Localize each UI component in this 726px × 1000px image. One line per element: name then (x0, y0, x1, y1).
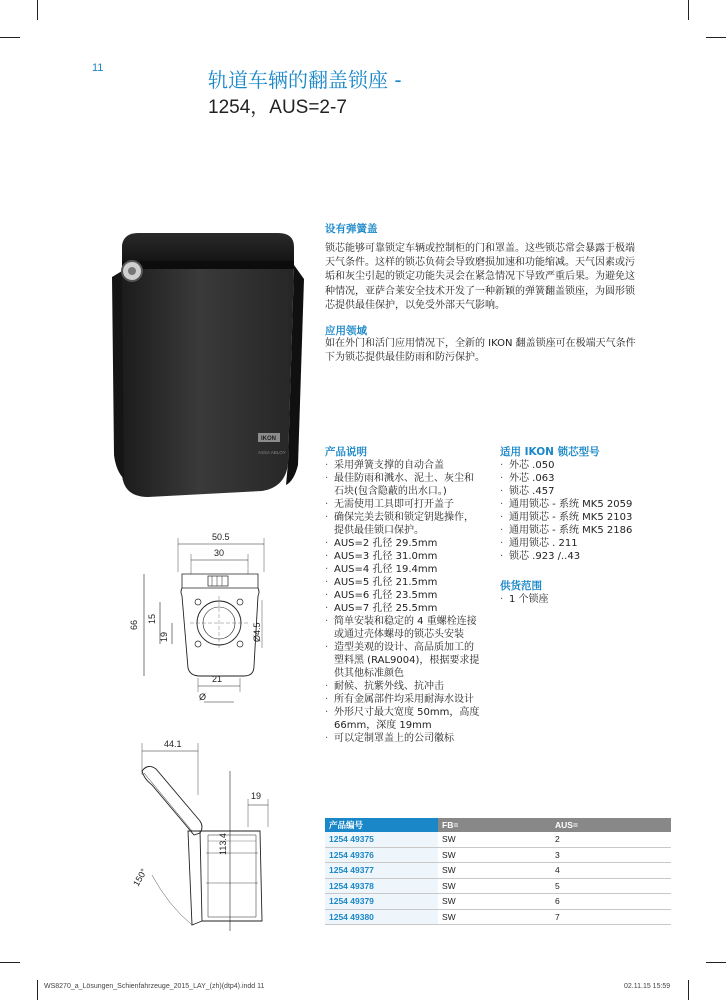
table-header: 产品编号 (325, 818, 438, 832)
list-item: · AUS=4 孔径 19.4mm (325, 563, 495, 576)
list-item: · 外芯 .050 (500, 459, 670, 472)
list-item: · 所有金属部件均采用耐海水设计 (325, 693, 495, 706)
list-item: · 外形尺寸最大宽度 50mm，高度 66mm，深度 19mm (325, 706, 495, 732)
table-cell: 1254 49375 (325, 832, 438, 847)
list-item: · 锁芯 .923 /..43 (500, 550, 670, 563)
table-cell: 2 (551, 832, 671, 847)
side-view-drawing (108, 735, 288, 945)
text-line: 锁芯能够可靠锁定车辆或控制柜的门和罩盖。这些锁芯常会暴露于极端 (325, 243, 635, 254)
list-item: · 简单安装和稳定的 4 重螺栓连接 或通过壳体螺母的锁芯头安装 (325, 615, 495, 641)
cylinder-types-list (500, 459, 670, 563)
table-header-row (325, 818, 671, 832)
table-cell: SW (438, 847, 551, 863)
footer-filename: WS8270_a_Lösungen_Schienfahrzeuge_2015_LAY_(zh)(dtp4).indd 11 (44, 983, 265, 990)
table-row (325, 863, 671, 879)
dim-depth-open: 44.1 (164, 739, 182, 749)
table-cell: SW (438, 909, 551, 925)
list-item: · 通用锁芯 . 211 (500, 537, 670, 550)
table-row (325, 878, 671, 894)
list-item: · 通用锁芯 - 系统 MK5 2103 (500, 511, 670, 524)
crop-mark (706, 37, 726, 38)
crop-mark (688, 0, 689, 20)
table-cell: 1254 49379 (325, 894, 438, 910)
dim-height: 113.4 (218, 833, 228, 855)
list-item: · AUS=5 孔径 21.5mm (325, 576, 495, 589)
table-header: FB= (438, 818, 551, 832)
table-cell: 4 (551, 863, 671, 879)
list-item: · 通用锁芯 - 系统 MK5 2186 (500, 524, 670, 537)
page-title: 轨道车辆的翻盖锁座 - (208, 68, 402, 92)
text-line: 垢和灰尘引起的锁定功能失灵会在紧急情况下导致严重后果。为避免这 (325, 271, 635, 283)
table-cell: 7 (551, 909, 671, 925)
product-description-list (325, 459, 495, 745)
brand-sublabel: ASSA ABLOY (258, 450, 286, 455)
brand-label: IKON (261, 436, 276, 442)
dim-hole: Ø4.5 (252, 622, 262, 642)
table-row (325, 909, 671, 925)
table-cell: 1254 49380 (325, 909, 438, 925)
list-item: · 最佳防雨和溅水、泥土、灰尘和 石块(包含隐蔽的出水口。) (325, 472, 495, 498)
delivery-list (500, 593, 670, 606)
table-cell: 6 (551, 894, 671, 910)
footer-timestamp: 02.11.15 15:59 (624, 983, 671, 990)
list-item: · 外芯 .063 (500, 472, 670, 485)
list-item: · 造型美观的设计、高品质加工的 塑料黑 (RAL9004)，根据要求提 供其他标准颜色 (325, 641, 495, 680)
list-item: · 可以定制罩盖上的公司徽标 (325, 732, 495, 745)
crop-mark (0, 37, 20, 38)
list-item: · 耐候、抗紫外线、抗冲击 (325, 680, 495, 693)
list-item: · 无需使用工具即可打开盖子 (325, 498, 495, 511)
crop-mark (37, 980, 38, 1000)
list-item: · AUS=2 孔径 29.5mm (325, 537, 495, 550)
heading-spring-cover: 设有弹簧盖 (325, 223, 378, 235)
text-spring-cover (325, 242, 665, 313)
table-row (325, 847, 671, 863)
table-row (325, 832, 671, 847)
table-cell: SW (438, 894, 551, 910)
heading-delivery: 供货范围 (500, 580, 542, 592)
heading-application: 应用领域 (325, 325, 367, 337)
text-line: 如在外门和活门应用情况下，全新的 IKON 翻盖锁座可在极端天气条件 (325, 338, 636, 349)
table-cell: 5 (551, 878, 671, 894)
text-line: 芯提供最佳保护，以免受外部天气影响。 (325, 299, 505, 311)
page-subtitle: 1254，AUS=2-7 (208, 97, 347, 118)
list-item: · AUS=3 孔径 31.0mm (325, 550, 495, 563)
list-item: · AUS=6 孔径 23.5mm (325, 589, 495, 602)
list-item: · 通用锁芯 - 系统 MK5 2059 (500, 498, 670, 511)
list-item: · AUS=7 孔径 25.5mm (325, 602, 495, 615)
list-item: · 采用弹簧支撑的自动合盖 (325, 459, 495, 472)
table-cell: 1254 49376 (325, 847, 438, 863)
dim-height-b: 19 (159, 631, 169, 642)
diameter-symbol: Ø (199, 692, 207, 702)
crop-mark (706, 962, 726, 963)
table-cell: SW (438, 878, 551, 894)
crop-mark (37, 0, 38, 20)
crop-mark (688, 980, 689, 1000)
table-cell: 3 (551, 847, 671, 863)
list-item: · 1 个锁座 (500, 593, 670, 606)
product-table (325, 818, 671, 925)
table-row (325, 894, 671, 910)
dim-width-inner: 30 (214, 548, 225, 558)
heading-cylinder-types: 适用 IKON 锁芯型号 (500, 446, 600, 458)
product-photo (108, 225, 308, 505)
table-cell: 1254 49378 (325, 878, 438, 894)
list-item: · 锁芯 .457 (500, 485, 670, 498)
dim-height-a: 15 (147, 613, 157, 624)
crop-mark (0, 962, 20, 963)
table-cell: SW (438, 832, 551, 847)
front-view-drawing (120, 530, 280, 720)
table-header: AUS= (551, 818, 671, 832)
dim-height-total: 66 (129, 619, 139, 630)
heading-product-description: 产品说明 (325, 446, 367, 458)
dim-bottom: 21 (212, 674, 223, 684)
table-cell: SW (438, 863, 551, 879)
page-number: 11 (92, 62, 104, 74)
table-cell: 1254 49377 (325, 863, 438, 879)
text-application (325, 337, 665, 365)
text-line: 天气条件。这样的锁芯负荷会导致磨损加速和功能缩减。天气因素或污 (325, 257, 635, 269)
list-item: · 确保完美去锁和锁定钥匙操作， 提供最佳锁口保护。 (325, 511, 495, 537)
text-line: 下为锁芯提供最佳防雨和防污保护。 (325, 352, 485, 364)
text-line: 种情况，亚萨合莱安全技术开发了一种新颖的弹簧翻盖锁座，为圆形锁 (325, 285, 635, 297)
dim-width-total: 50.5 (212, 532, 230, 542)
dim-depth: 19 (251, 791, 262, 801)
dim-angle: 150° (131, 866, 150, 888)
